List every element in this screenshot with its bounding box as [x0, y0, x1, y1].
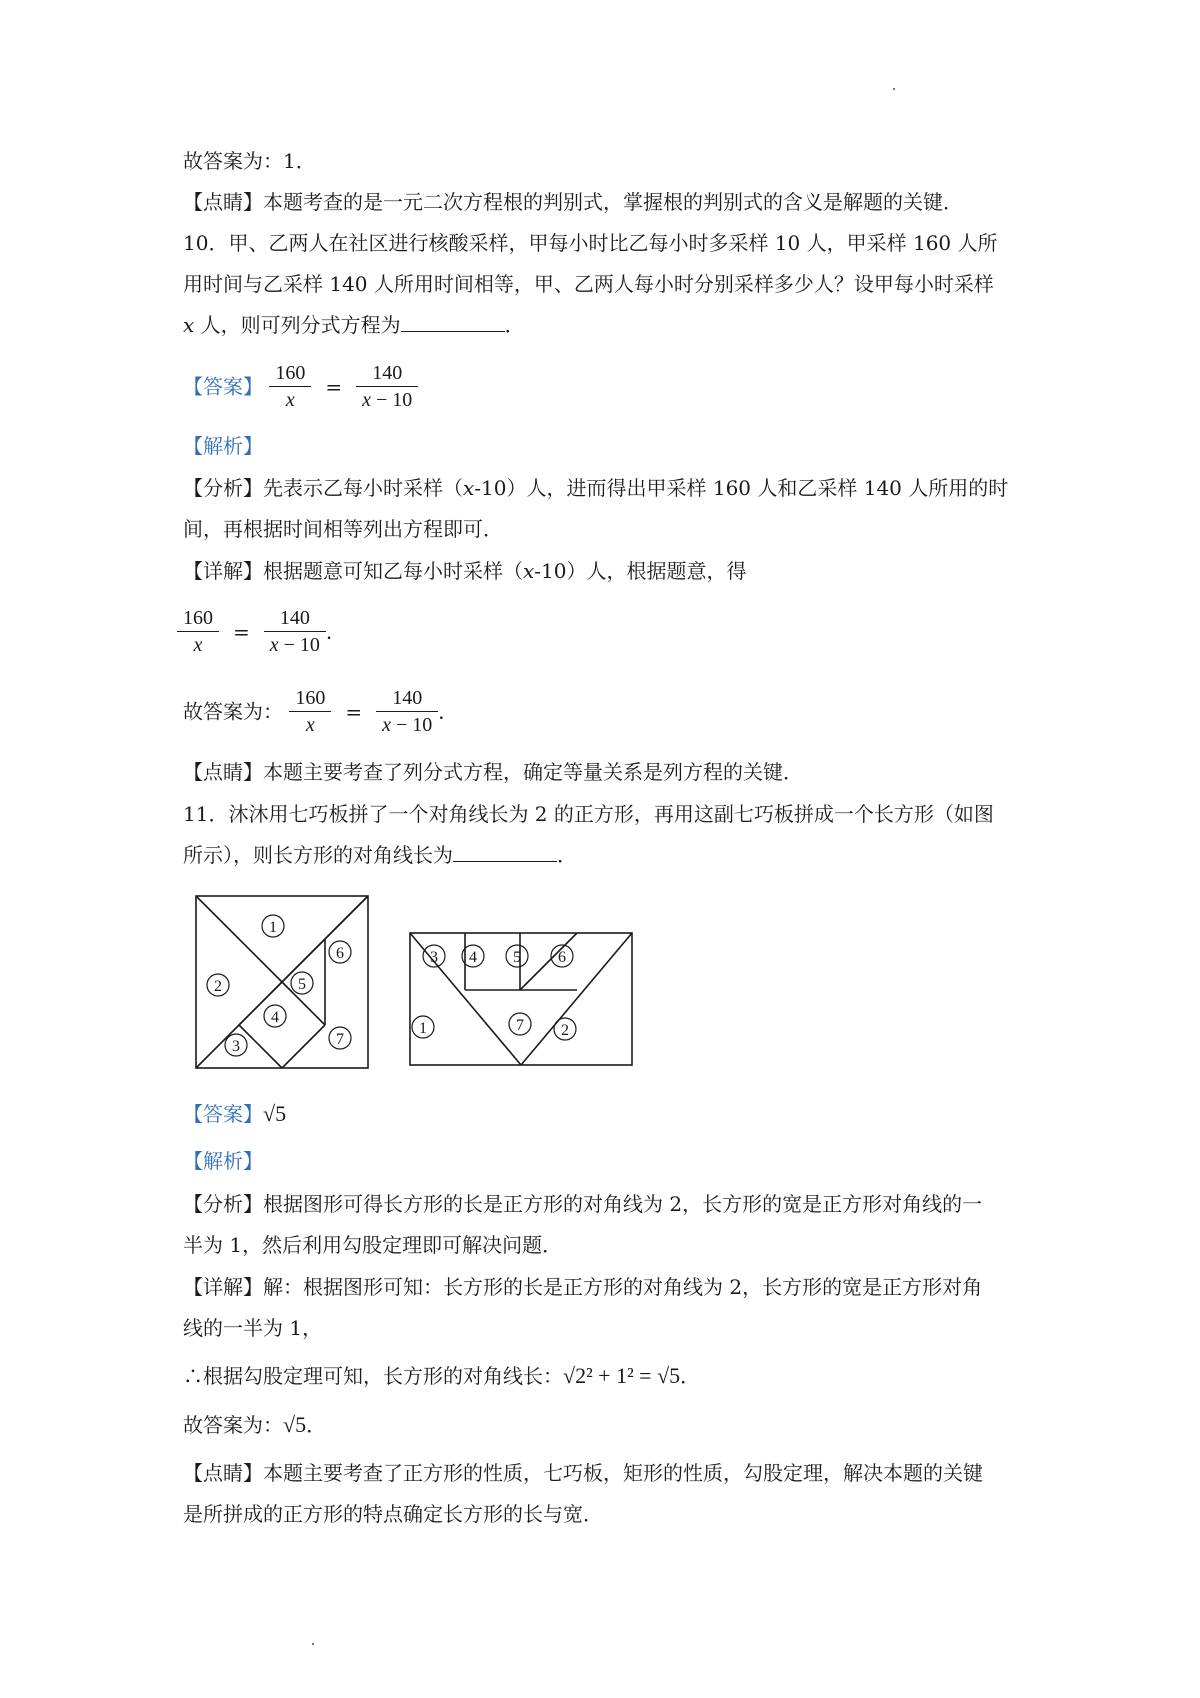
fenxi-q11-2: 半为 1，然后利用勾股定理即可解决问题．: [183, 1233, 563, 1257]
answer-line-q9: 故答案为：1．: [183, 149, 316, 173]
dianjing-q11-1: 【点睛】本题主要考查了正方形的性质，七巧板，矩形的性质，勾股定理，解决本题的关键: [183, 1461, 983, 1485]
square-label-7: 7: [336, 1031, 344, 1048]
jiexi-q11: 【解析】: [183, 1149, 263, 1173]
rect-label-1: 1: [419, 1020, 427, 1037]
xiangjie-q10: 【详解】根据题意可知乙每小时采样（x-10）人，根据题意，得: [183, 559, 747, 583]
answer-blank: [453, 843, 557, 862]
rect-label-4: 4: [469, 949, 477, 966]
answer-final-q11: 故答案为：√5．: [183, 1412, 327, 1437]
answer-final-q10: 故答案为： $\frac{160}{x}$ = $\frac{140}{x - 10}$ ．: [183, 687, 459, 736]
question-10-line-3: x 人，则可列分式方程为 ．: [183, 313, 525, 337]
fraction-left: $\frac{160}{x}$: [269, 360, 311, 413]
square-label-6: 6: [336, 945, 344, 962]
square-label-4: 4: [271, 1009, 279, 1026]
jiexi-q10: 【解析】: [183, 434, 263, 458]
fenxi-q11-1: 【分析】根据图形可得长方形的长是正方形的对角线为 2，长方形的宽是正方形对角线的一: [183, 1192, 983, 1216]
fraction-right: $\frac{140}{x - 10}$: [356, 360, 418, 413]
equation-q10: $\frac{160}{x}$ = $\frac{140}{x - 10}$ ．: [177, 605, 346, 658]
rect-label-3: 3: [430, 949, 438, 966]
tangram-figure: [190, 890, 640, 1075]
square-label-5: 5: [298, 976, 306, 993]
xiangjie-q11-1: 【详解】解：根据图形可知：长方形的长是正方形的对角线为 2，长方形的宽是正方形对角: [183, 1275, 983, 1299]
scan-mark: [312, 1643, 314, 1645]
therefore-line: ∴根据勾股定理可知，长方形的对角线长：√2² + 1² = √5．: [183, 1363, 701, 1388]
rect-label-5: 5: [513, 949, 521, 966]
dianjing-q9: 【点睛】本题考查的是一元二次方程根的判别式，掌握根的判别式的含义是解题的关键．: [183, 190, 963, 214]
question-10-line-1: 10．甲、乙两人在社区进行核酸采样，甲每小时比乙每小时多采样 10 人，甲采样 160 人所: [183, 231, 998, 255]
xiangjie-q11-2: 线的一半为 1，: [183, 1316, 323, 1340]
answer-q10: 【答案】 $\frac{160}{x}$ = $\frac{140}{x - 10}$: [183, 360, 418, 413]
fenxi-q10-2: 间，再根据时间相等列出方程即可．: [183, 517, 503, 541]
answer-blank: [401, 313, 505, 332]
question-11-line-2: 所示），则长方形的对角线长为 ．: [183, 843, 577, 867]
tangram-rectangle: [410, 933, 632, 1065]
rect-label-7: 7: [516, 1017, 524, 1034]
dianjing-q11-2: 是所拼成的正方形的特点确定长方形的长与宽．: [183, 1502, 603, 1526]
dianjing-q10: 【点睛】本题主要考查了列分式方程，确定等量关系是列方程的关键．: [183, 760, 803, 784]
square-label-3: 3: [232, 1038, 240, 1055]
answer-q11: 【答案】√5: [183, 1101, 287, 1126]
question-10-line-2: 用时间与乙采样 140 人所用时间相等，甲、乙两人每小时分别采样多少人？设甲每小时采样: [183, 272, 994, 296]
rect-label-6: 6: [558, 949, 566, 966]
fenxi-q10-1: 【分析】先表示乙每小时采样（x-10）人，进而得出甲采样 160 人和乙采样 140 人所用的时: [183, 476, 1009, 500]
square-label-2: 2: [214, 978, 222, 995]
square-label-1: 1: [269, 919, 277, 936]
scan-mark: [893, 88, 895, 90]
question-11-line-1: 11．沐沐用七巧板拼了一个对角线长为 2 的正方形，再用这副七巧板拼成一个长方形（如图: [183, 802, 994, 826]
rect-label-2: 2: [561, 1022, 569, 1039]
